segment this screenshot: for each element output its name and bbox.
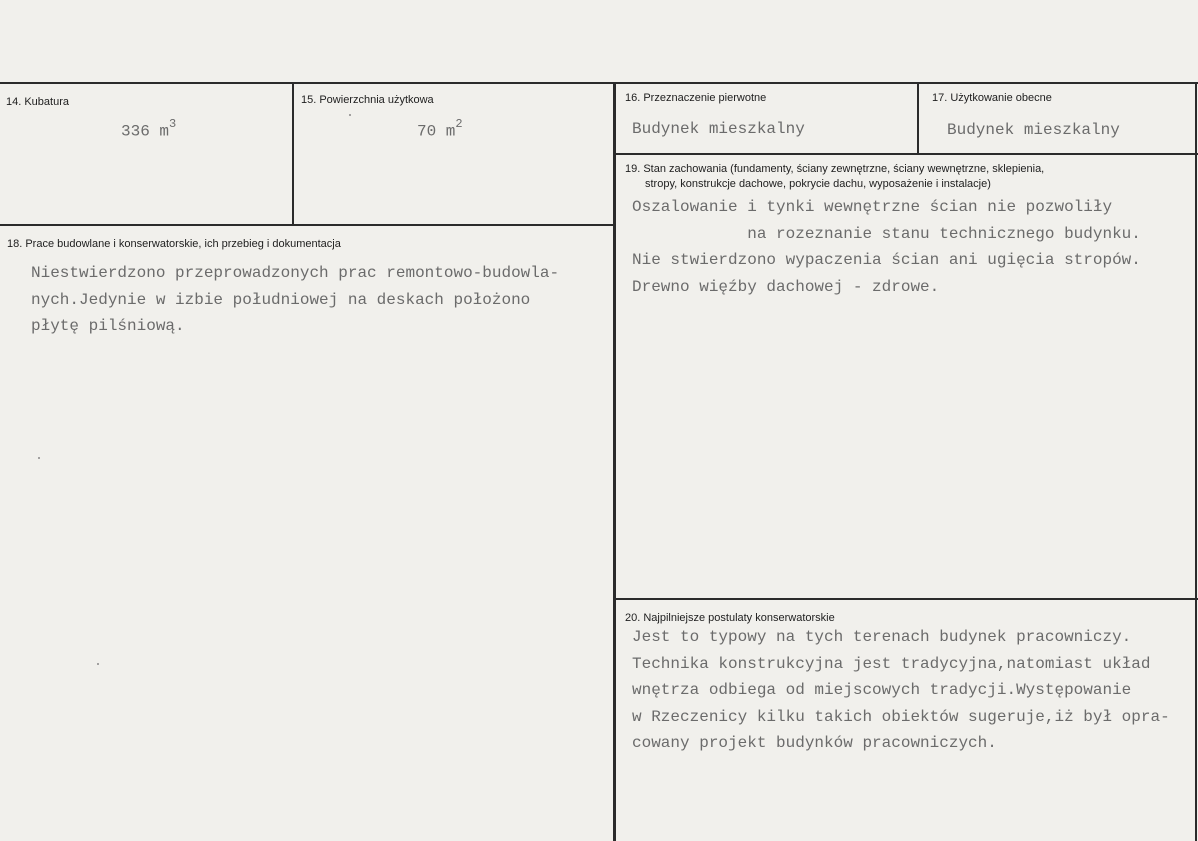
field-20-line-5: cowany projekt budynków pracowniczych. xyxy=(632,734,997,752)
field-18-text xyxy=(31,260,559,340)
divider-14-15 xyxy=(292,82,294,225)
paper-speck xyxy=(97,663,99,665)
field-20-line-1: Jest to typowy na tych terenach budynek pracowniczy. xyxy=(632,628,1132,646)
right-mid-horizontal-rule xyxy=(615,153,1198,155)
left-mid-horizontal-rule xyxy=(0,224,615,226)
top-horizontal-rule xyxy=(0,82,1198,84)
field-14-exponent: 3 xyxy=(169,117,177,131)
field-15-exponent: 2 xyxy=(455,117,463,131)
right-edge-rule xyxy=(1195,82,1197,841)
field-17-value: Budynek mieszkalny xyxy=(947,121,1120,139)
field-19-line-3: Nie stwierdzono wypaczenia ścian ani ugięcia stropów. xyxy=(632,251,1141,269)
field-19-text xyxy=(632,194,1141,300)
field-19-label-line-1: 19. Stan zachowania (fundamenty, ściany zewnętrzne, ściany wewnętrzne, sklepienia, xyxy=(625,163,1045,175)
field-19-label-line-2: stropy, konstrukcje dachowe, pokrycie dachu, wyposażenie i instalacje) xyxy=(645,178,991,190)
field-15-value-text: 70 m xyxy=(417,122,456,141)
field-20-line-2: Technika konstrukcyjna jest tradycyjna,natomiast układ xyxy=(632,654,1151,673)
field-19-line-1: Oszalowanie i tynki wewnętrzne ścian nie pozwoliły xyxy=(632,198,1113,216)
field-18-line-2: nych.Jedynie w izbie południowej na deskach położono xyxy=(31,290,531,309)
divider-16-17 xyxy=(917,82,919,154)
field-18-label: 18. Prace budowlane i konserwatorskie, ich przebieg i dokumentacja xyxy=(7,238,341,250)
field-18-line-3: płytę pilśniową. xyxy=(31,317,185,335)
field-15-value xyxy=(417,119,463,140)
field-20-label: 20. Najpilniejsze postulaty konserwatorskie xyxy=(625,612,835,624)
paper-speck xyxy=(38,457,40,459)
field-15-label: 15. Powierzchnia użytkowa xyxy=(301,94,434,106)
right-lower-horizontal-rule xyxy=(615,598,1198,600)
field-20-line-3: wnętrza odbiega od miejscowych tradycji.Występowanie xyxy=(632,681,1132,699)
field-14-value xyxy=(121,119,176,140)
field-14-label: 14. Kubatura xyxy=(6,96,69,108)
field-19-line-4: Drewno więźby dachowej - zdrowe. xyxy=(632,277,940,296)
field-14-value-text: 336 m xyxy=(121,122,170,141)
field-16-label: 16. Przeznaczenie pierwotne xyxy=(625,92,767,104)
field-16-value: Budynek mieszkalny xyxy=(632,120,805,138)
field-20-text xyxy=(632,624,1170,757)
field-19-line-2: na rozeznanie stanu technicznego budynku. xyxy=(632,224,1141,243)
field-20-line-4: w Rzeczenicy kilku takich obiektów sugeruje,iż był opra- xyxy=(632,707,1170,726)
paper-speck xyxy=(349,114,351,116)
field-17-label: 17. Użytkowanie obecne xyxy=(932,92,1052,104)
main-vertical-divider xyxy=(613,82,616,841)
field-18-line-1: Niestwierdzono przeprowadzonych prac remontowo-budowla- xyxy=(31,264,560,282)
